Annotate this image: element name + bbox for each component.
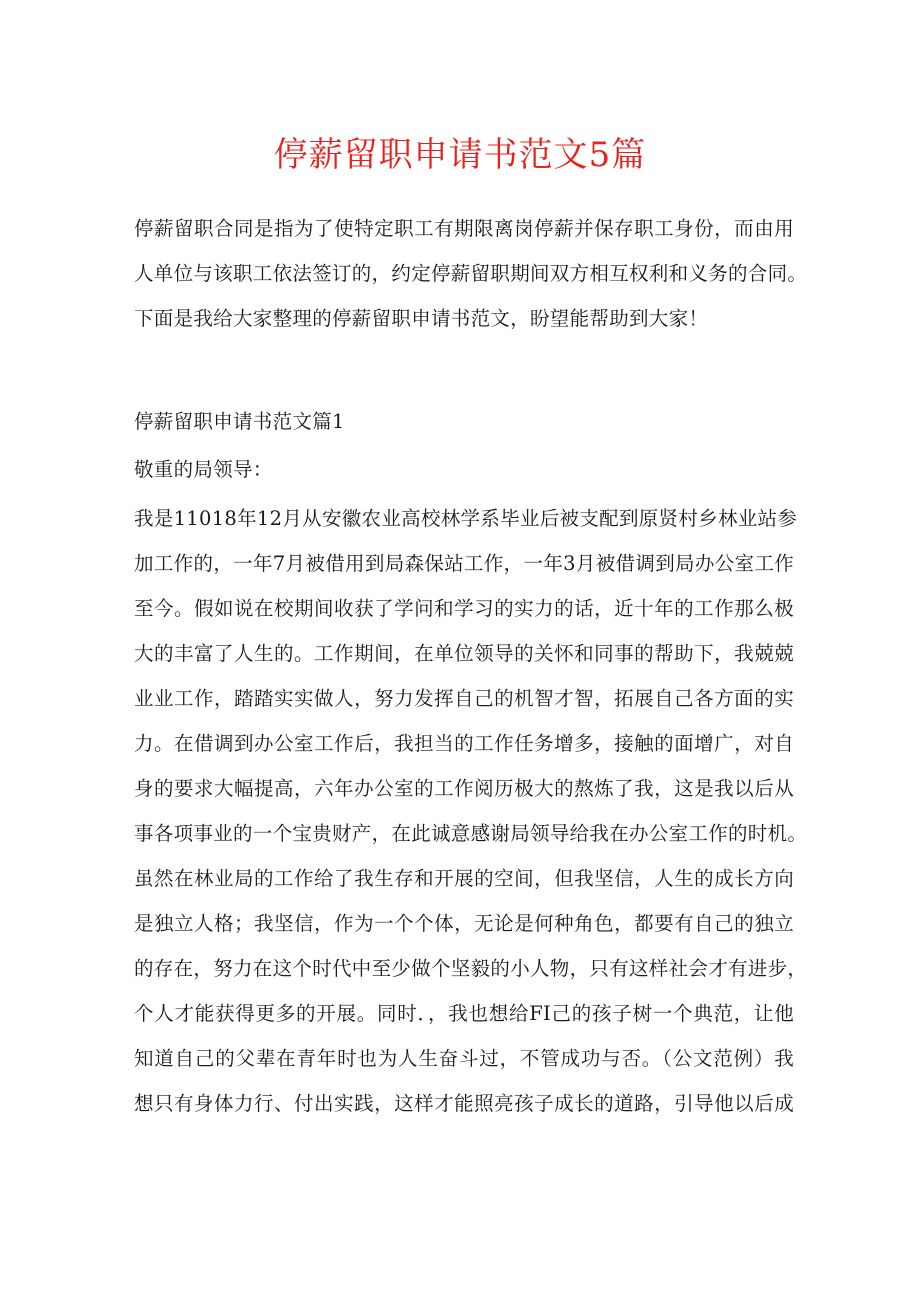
- body-line: 想只有身体力行、付出实践，这样才能照亮孩子成长的道路，引导他以后成: [134, 1092, 794, 1115]
- body-line: 大的丰富了人生的。工作期间，在单位领导的关怀和同事的帮助下，我兢兢: [134, 642, 794, 665]
- body-line: 虽然在林业局的工作给了我生存和开展的空间，但我坚信，人生的成长方向: [134, 867, 794, 890]
- body-line: 的存在，努力在这个时代中至少做个坚毅的小人物，只有这样社会才有进步，: [134, 957, 808, 980]
- body-line: 个人才能获得更多的开展。同时．，我也想给FI己的孩子树一个典范，让他: [134, 1002, 794, 1025]
- body-paragraph: [134, 496, 808, 1126]
- intro-line: 人单位与该职工依法签订的，约定停薪留职期间双方相互权利和义务的合同。: [134, 262, 808, 285]
- intro-paragraph: [134, 206, 808, 341]
- body-line: 知道自己的父辈在青年时也为人生奋斗过，不管成功与否。（公文范例）我: [134, 1047, 794, 1070]
- intro-line: 停薪留职合同是指为了使特定职工有期限离岗停薪并保存职工身份，而由用: [134, 217, 794, 240]
- salutation: [134, 447, 794, 492]
- body-line: 我是11018年12月从安徽农业高校林学系毕业后被支配到原贤村乡林业站参: [134, 507, 798, 530]
- section-heading: [134, 399, 794, 444]
- body-line: 力。在借调到办公室工作后，我担当的工作任务增多，接触的面增广，对自: [134, 732, 794, 755]
- body-line: 至今。假如说在校期间收获了学问和学习的实力的话，近十年的工作那么极: [134, 597, 794, 620]
- body-line: 业业工作，踏踏实实做人，努力发挥自己的机智才智，拓展自己各方面的实: [134, 687, 794, 710]
- intro-line: 下面是我给大家整理的停薪留职申请书范文，盼望能帮助到大家！: [134, 307, 709, 330]
- section-heading-text: 停薪留职申请书范文篇1: [134, 410, 345, 433]
- body-line: 事各项事业的一个宝贵财产，在此诚意感谢局领导给我在办公室工作的时机。: [134, 822, 808, 845]
- body-line: 身的要求大幅提高，六年办公室的工作阅历极大的熬炼了我，这是我以后从: [134, 777, 794, 800]
- salutation-text: 敬重的局领导：: [134, 458, 273, 481]
- body-line: 加工作的，一年7月被借用到局森保站工作，一年3月被借调到局办公室工作: [134, 552, 794, 575]
- document-title: 停薪留职申请书范文5篇: [273, 135, 647, 175]
- body-line: 是独立人格；我坚信，作为一个个体，无论是何种角色，都要有自己的独立: [134, 912, 794, 935]
